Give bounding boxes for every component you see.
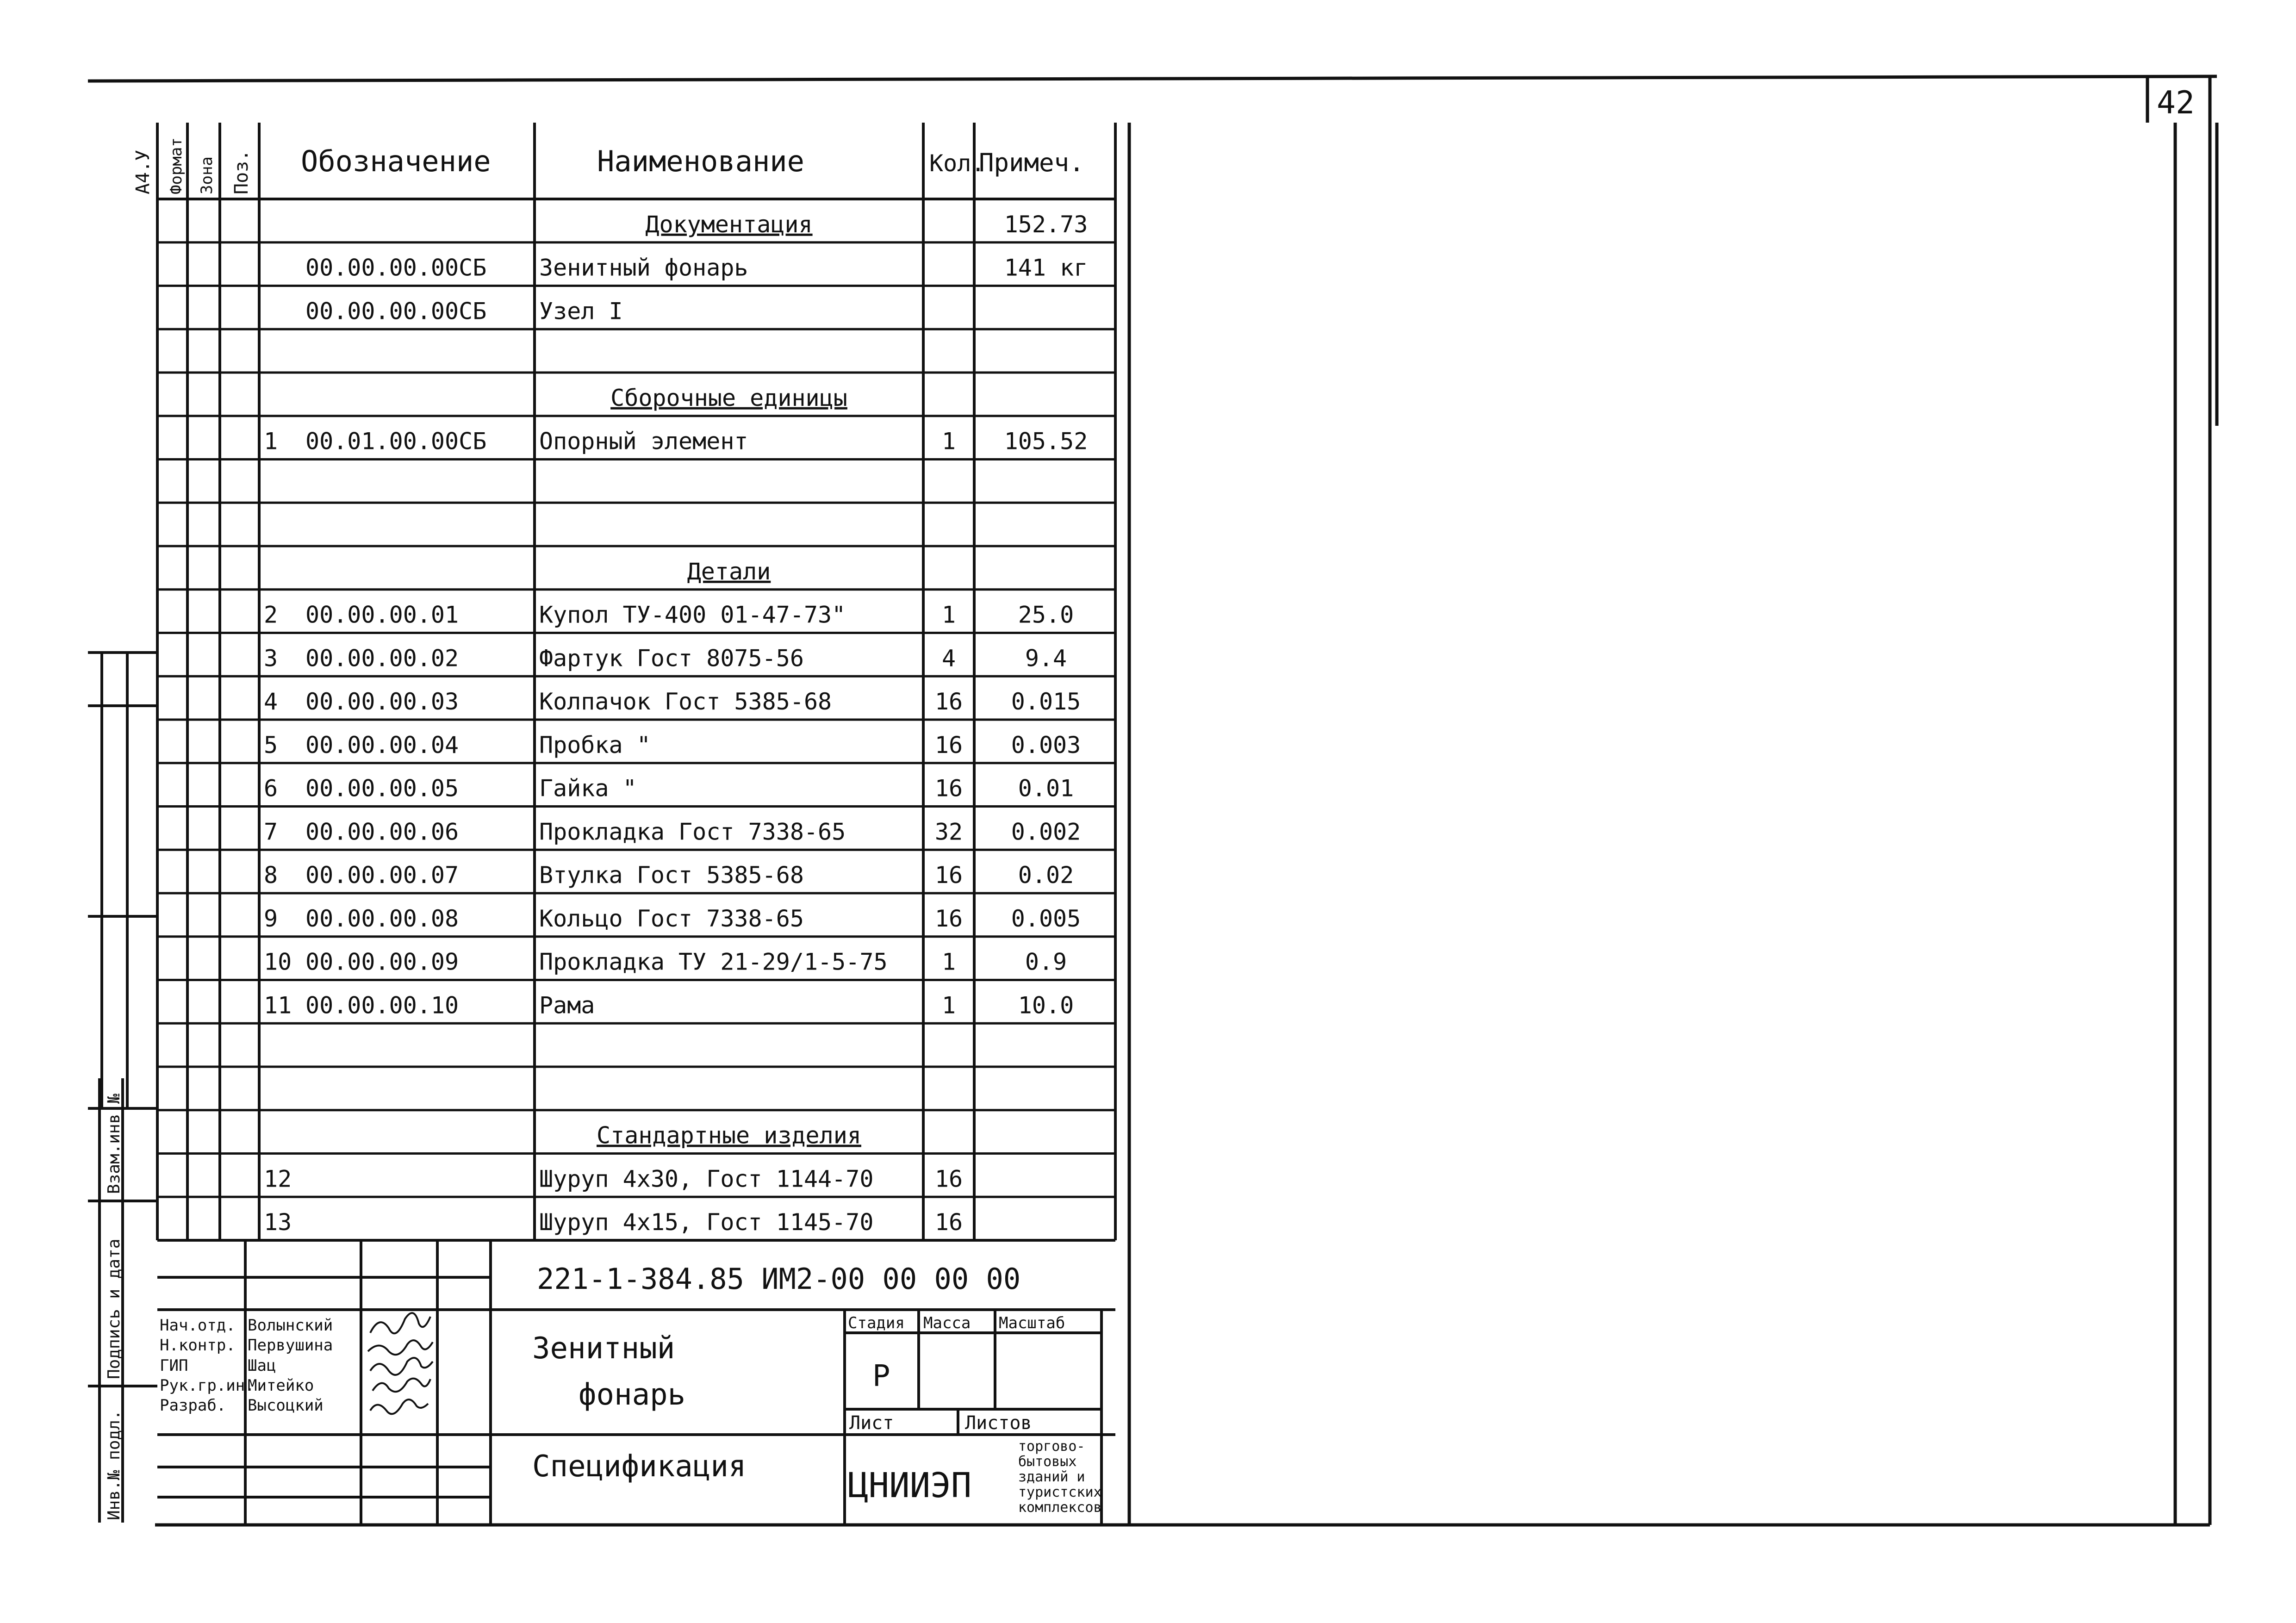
row-note-cell: 9.4: [1025, 645, 1067, 672]
row-name-cell: Гайка ": [539, 775, 637, 802]
row-note-cell: 0.01: [1018, 775, 1074, 802]
organization-line-2: бытовых: [1018, 1454, 1077, 1470]
row-note-cell: 0.003: [1011, 731, 1081, 759]
row-note-cell: 0.02: [1018, 862, 1074, 889]
row-designation-cell: 00.00.00.00СБ: [305, 298, 487, 325]
mass-label: Масса: [923, 1314, 971, 1332]
sig-role-1: Нач.отд.: [160, 1316, 236, 1335]
page-number: 42: [2157, 85, 2195, 121]
row-designation-cell: 00.00.00.01: [305, 601, 459, 628]
organization-line-5: комплексов: [1018, 1499, 1102, 1516]
sig-name-5: Высоцкий: [248, 1396, 324, 1415]
row-name-cell: Прокладка Гост 7338-65: [539, 818, 846, 846]
doc-type: Спецификация: [532, 1449, 747, 1484]
row-designation-cell: 00.00.00.05: [305, 775, 459, 802]
row-qty-cell: 1: [941, 428, 956, 455]
doc-title-line1: Зенитный: [532, 1331, 675, 1366]
scale-label: Масштаб: [999, 1314, 1065, 1332]
row-designation-cell: 00.00.00.03: [305, 688, 459, 715]
row-designation-cell: 00.00.00.06: [305, 818, 459, 846]
row-name-cell: Узел I: [539, 298, 623, 325]
row-qty-cell: 16: [934, 775, 963, 802]
row-name-cell: Кольцо Гост 7338-65: [539, 905, 804, 932]
row-pos-cell: 1: [264, 428, 278, 455]
col-designation-header: Обозначение: [301, 144, 491, 178]
row-note-cell: 0.002: [1011, 818, 1081, 846]
row-designation-cell: 00.00.00.08: [305, 905, 459, 932]
row-name-cell: Купол ТУ-400 01-47-73": [539, 601, 846, 628]
row-qty-cell: 1: [941, 948, 956, 976]
stamp-signature-date: Подпись и дата: [105, 1238, 124, 1379]
row-pos-cell: 4: [264, 688, 278, 715]
row-pos-cell: 5: [264, 731, 278, 759]
row-name-cell: Рама: [539, 992, 595, 1019]
col-zone-header: Зона: [198, 156, 216, 194]
row-pos-cell: 13: [264, 1209, 292, 1236]
stage-value: Р: [872, 1359, 890, 1393]
row-pos-cell: 8: [264, 862, 278, 889]
sheet-size-label: А4.У: [132, 149, 154, 194]
row-designation-cell: 00.01.00.00СБ: [305, 428, 487, 455]
doc-title-line2: фонарь: [579, 1378, 686, 1412]
sig-name-1: Волынский: [248, 1316, 333, 1335]
sheet-label: Лист: [849, 1412, 894, 1434]
sig-name-3: Шац: [248, 1356, 276, 1375]
row-note-cell: 10.0: [1018, 992, 1074, 1019]
row-name-cell: Прокладка ТУ 21-29/1-5-75: [539, 948, 888, 976]
sig-role-2: Н.контр.: [160, 1336, 236, 1355]
row-pos-cell: 7: [264, 818, 278, 846]
row-pos-cell: 12: [264, 1165, 292, 1193]
row-name-cell: Колпачок Гост 5385-68: [539, 688, 832, 715]
row-name-cell: Шуруп 4х15, Гост 1145-70: [539, 1209, 874, 1236]
organization-line-3: зданий и: [1018, 1469, 1085, 1485]
stamp-inv-number: Инв.№ подл.: [105, 1410, 124, 1520]
stamp-replaced-inv: Взам.инв.№: [105, 1094, 124, 1194]
row-note-cell: 25.0: [1018, 601, 1074, 628]
row-designation-cell: 00.00.00.00СБ: [305, 254, 487, 281]
row-pos-cell: 2: [264, 601, 278, 628]
row-pos-cell: 10: [264, 948, 292, 976]
organization-name: ЦНИИЭП: [848, 1466, 972, 1505]
row-designation-cell: 00.00.00.04: [305, 731, 459, 759]
sig-role-3: ГИП: [160, 1356, 188, 1375]
row-qty-cell: 4: [941, 645, 956, 672]
sig-name-2: Первушина: [248, 1336, 333, 1355]
row-name-cell: Документация: [645, 211, 813, 238]
row-qty-cell: 32: [934, 818, 963, 846]
row-name-cell: Фартук Гост 8075-56: [539, 645, 804, 672]
sig-name-4: Митейко: [248, 1376, 314, 1395]
row-name-cell: Опорный элемент: [539, 428, 748, 455]
row-name-cell: Пробка ": [539, 731, 651, 759]
row-designation-cell: 00.00.00.09: [305, 948, 459, 976]
row-note-cell: 105.52: [1004, 428, 1088, 455]
col-qty-header: Кол.: [929, 150, 985, 177]
organization-line-1: торгово-: [1018, 1438, 1085, 1455]
row-qty-cell: 16: [934, 731, 963, 759]
row-designation-cell: 00.00.00.07: [305, 862, 459, 889]
row-name-cell: Втулка Гост 5385-68: [539, 862, 804, 889]
row-pos-cell: 9: [264, 905, 278, 932]
row-pos-cell: 6: [264, 775, 278, 802]
row-designation-cell: 00.00.00.10: [305, 992, 459, 1019]
sheets-label: Листов: [965, 1412, 1032, 1434]
row-name-cell: Шуруп 4х30, Гост 1144-70: [539, 1165, 874, 1193]
row-qty-cell: 16: [934, 862, 963, 889]
row-designation-cell: 00.00.00.02: [305, 645, 459, 672]
col-pos-header: Поз.: [231, 149, 252, 194]
col-name-header: Наименование: [597, 144, 804, 178]
row-name-cell: Зенитный фонарь: [539, 254, 748, 281]
col-note-header: Примеч.: [979, 148, 1084, 177]
organization-line-4: туристских: [1018, 1484, 1102, 1500]
row-note-cell: 0.015: [1011, 688, 1081, 715]
row-note-cell: 152.73: [1004, 211, 1088, 238]
row-name-cell: Стандартные изделия: [597, 1122, 861, 1149]
sig-role-4: Рук.гр.ин.: [160, 1376, 255, 1395]
document-code: 221-1-384.85 ИМ2-00 00 00 00: [537, 1262, 1021, 1296]
row-note-cell: 0.9: [1025, 948, 1067, 976]
row-note-cell: 141 кг: [1004, 254, 1088, 281]
col-format-header: Формат: [167, 137, 186, 194]
stage-label: Стадия: [848, 1314, 905, 1332]
row-name-cell: Детали: [687, 558, 771, 585]
row-qty-cell: 16: [934, 905, 963, 932]
row-qty-cell: 1: [941, 992, 956, 1019]
row-qty-cell: 16: [934, 688, 963, 715]
row-note-cell: 0.005: [1011, 905, 1081, 932]
row-qty-cell: 16: [934, 1165, 963, 1193]
row-qty-cell: 1: [941, 601, 956, 628]
row-pos-cell: 11: [264, 992, 292, 1019]
sig-role-5: Разраб.: [160, 1396, 226, 1415]
row-pos-cell: 3: [264, 645, 278, 672]
row-name-cell: Сборочные единицы: [610, 384, 847, 411]
row-qty-cell: 16: [934, 1209, 963, 1236]
